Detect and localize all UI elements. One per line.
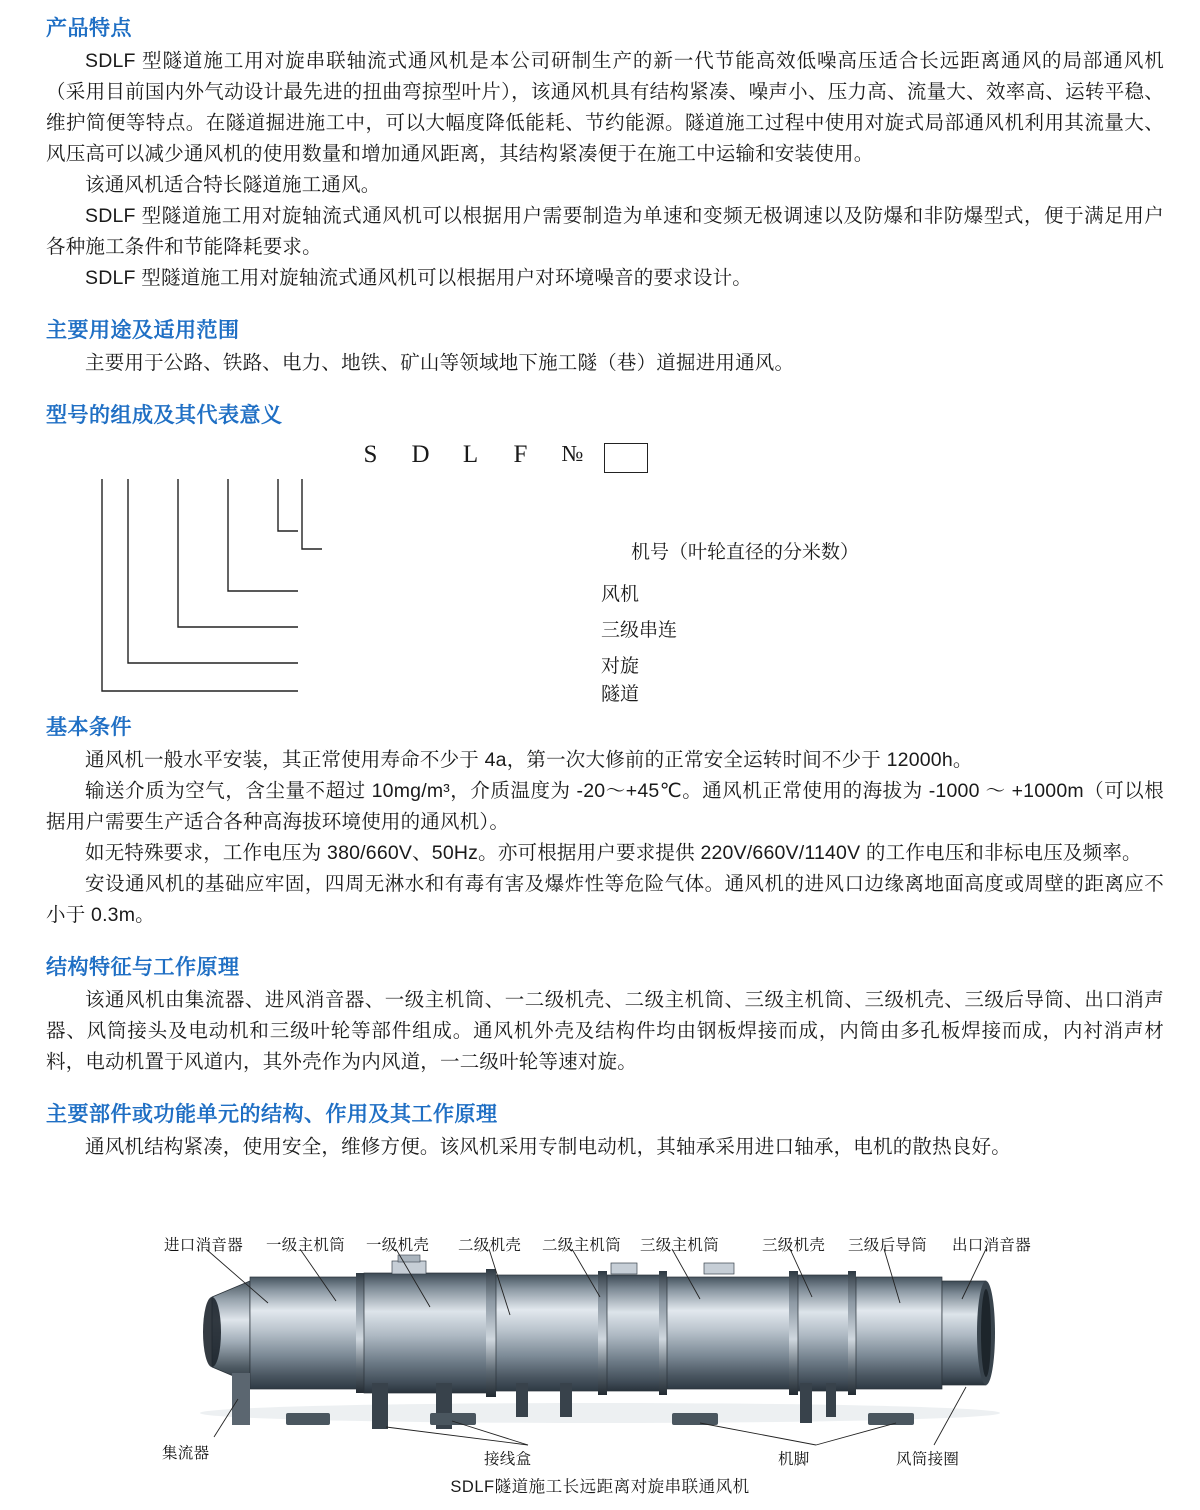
callout-junction-box: 接线盒 — [484, 1451, 532, 1468]
paragraph-basic-conditions-1: 通风机一般水平安装，其正常使用寿命不少于 4a，第一次大修前的正常安全运转时间不少于 12000h。 — [85, 749, 973, 771]
section-heading-application-scope: 主要用途及适用范围 — [46, 319, 240, 342]
paragraph-product-features-4: SDLF 型隧道施工用对旋轴流式通风机可以根据用户对环境噪音的要求设计。 — [85, 267, 752, 289]
paragraph-basic-conditions-2: 输送介质为空气，含尘量不超过 10mg/m³，介质温度为 -20～+45℃。通风机正常使用的海拔为 -1000 ～ +1000m（可以根据用户需要生产适合各种高海拔环境使用的通风机）。 — [46, 780, 1164, 833]
model-leader-lines — [46, 441, 806, 711]
model-letter-f: F — [513, 441, 529, 468]
model-label-impeller-number: 机号（叶轮直径的分米数） — [631, 542, 860, 563]
model-letter-l: L — [462, 441, 480, 468]
section-heading-basic-conditions: 基本条件 — [46, 716, 132, 739]
model-label-fan: 风机 — [601, 584, 640, 605]
figure-caption: SDLF隧道施工长远距离对旋串联通风机 — [450, 1478, 750, 1496]
paragraph-product-features-2: 该通风机适合特长隧道施工通风。 — [85, 174, 381, 196]
model-label-counter-rotating: 对旋 — [601, 656, 640, 677]
model-letter-s: S — [363, 441, 379, 468]
callout-duct-ring: 风筒接圈 — [896, 1451, 960, 1468]
model-number-sign: № — [561, 441, 585, 466]
callout-stage1-casing: 一级机壳 — [366, 1237, 430, 1254]
section-heading-product-features: 产品特点 — [46, 17, 132, 40]
section-heading-model-designation: 型号的组成及其代表意义 — [46, 404, 283, 427]
callout-inlet-silencer: 进口消音器 — [164, 1237, 244, 1254]
callout-stage3-casing: 三级机壳 — [762, 1237, 826, 1254]
callout-stage3-rear-guide: 三级后导筒 — [848, 1237, 928, 1254]
model-designation-diagram — [46, 441, 1164, 711]
model-letter-d: D — [411, 441, 431, 468]
paragraph-main-components-1: 通风机结构紧凑，使用安全，维修方便。该风机采用专制电动机，其轴承采用进口轴承，电机的散热良好。 — [85, 1136, 1011, 1158]
section-heading-structure-principle: 结构特征与工作原理 — [46, 956, 240, 979]
model-label-three-stage-series: 三级串连 — [601, 620, 678, 641]
callout-machine-foot: 机脚 — [778, 1451, 810, 1468]
paragraph-product-features-3: SDLF 型隧道施工用对旋轴流式通风机可以根据用户需要制造为单速和变频无极调速以及防爆和非防爆型式，便于满足用户各种施工条件和节能降耗要求。 — [46, 205, 1164, 258]
section-heading-main-components: 主要部件或功能单元的结构、作用及其工作原理 — [46, 1103, 498, 1126]
paragraph-application-scope-1: 主要用于公路、铁路、电力、地铁、矿山等领域地下施工隧（巷）道掘进用通风。 — [85, 352, 795, 374]
paragraph-basic-conditions-3: 如无特殊要求，工作电压为 380/660V、50Hz。亦可根据用户要求提供 220V/660V/1140V 的工作电压和非标电压及频率。 — [85, 842, 1142, 864]
paragraph-structure-principle-1: 该通风机由集流器、进风消音器、一级主机筒、一二级机壳、二级主机筒、三级主机筒、三级机壳、三级后导筒、出口消声器、风筒接头及电动机和三级叶轮等部件组成。通风机外壳及结构件均由钢板焊接而成，内筒由多孔板焊接而成，内衬消声材料，电动机置于风道内，其外壳作为内风道，一二级叶轮等速对旋。 — [46, 989, 1164, 1073]
fan-illustration-figure — [0, 1177, 1200, 1507]
callout-collector: 集流器 — [162, 1445, 210, 1462]
callout-stage2-casing: 二级机壳 — [458, 1237, 522, 1254]
model-label-tunnel: 隧道 — [601, 684, 640, 705]
paragraph-basic-conditions-4: 安设通风机的基础应牢固，四周无淋水和有毒有害及爆炸性等危险气体。通风机的进风口边缘离地面高度或周壁的距离应不小于 0.3m。 — [46, 873, 1164, 926]
callout-stage3-main-barrel: 三级主机筒 — [640, 1237, 720, 1254]
callout-stage2-main-barrel: 二级主机筒 — [542, 1237, 622, 1254]
callout-outlet-silencer: 出口消音器 — [952, 1237, 1032, 1254]
callout-stage1-main-barrel: 一级主机筒 — [266, 1237, 346, 1254]
paragraph-product-features-1: SDLF 型隧道施工用对旋串联轴流式通风机是本公司研制生产的新一代节能高效低噪高压适合长远距离通风的局部通风机（采用目前国内外气动设计最先进的扭曲弯掠型叶片），该通风机具有结构紧凑、噪声小、压力高、流量大、效率高、运转平稳、维护简便等特点。在隧道掘进施工中，可以大幅度降低能耗、节约能源。隧道施工过程中使用对旋式局部通风机利用其流量大、风压高可以减少通风机的使用数量和增加通风距离，其结构紧凑便于在施工中运输和安装使用。 — [46, 50, 1164, 165]
